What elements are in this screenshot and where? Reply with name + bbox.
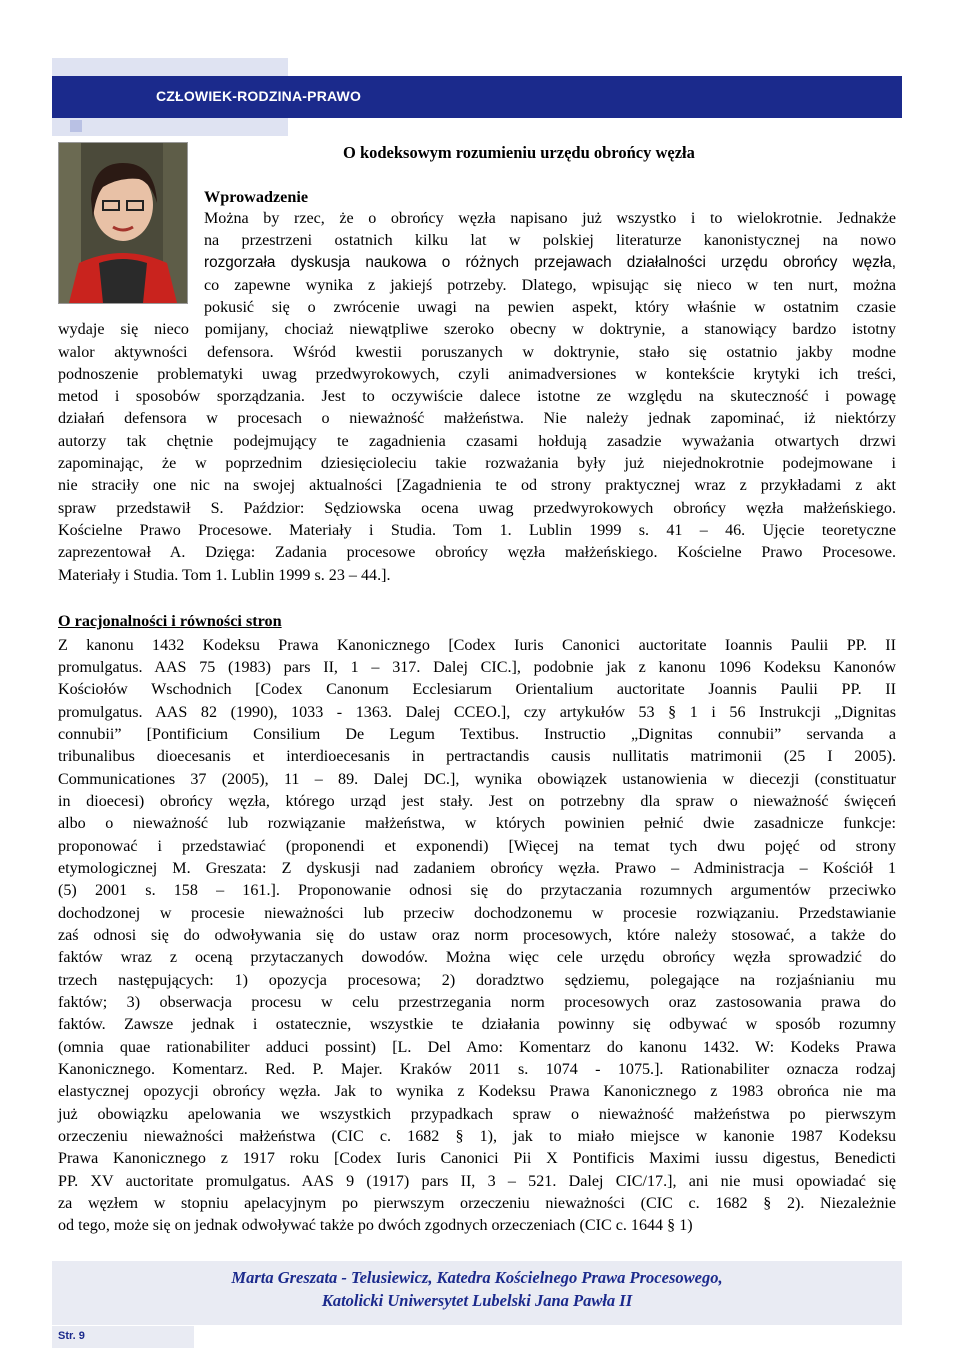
section2-line: faktów. Zawsze jednak i ostatecznie, wszystkie te działania powinny się odbywać w sposób rozumny [58,1016,896,1033]
section2-line: dochodzonej w procesie nieważności lub przeciw dochodzonemu w procesie rozwiązaniu. Przedstawianie [58,905,896,922]
intro-line: Materiały i Studia. Tom 1. Lublin 1999 s. 23 – 44.]. [58,567,391,584]
intro-line: nie straciły one nic na swojej aktualności [Zagadnienia te od strony praktycznej wraz z przykładami z akt [58,477,896,494]
section2-line: trzech następujących: 1) opozycja procesowa; 2) doradztwo sędziemu, polegające na rozjaśnianiu mu [58,972,896,989]
section2-line: in dioecesi) obrońcy węzła, którego urząd jest stały. Jest on potrzebny dla spraw o nieważność święceń [58,793,896,810]
section2-line: (omnia quae rationabiliter adduci possint) [L. Del Amo: Komentarz do kanonu 1432. W: Kodeks Prawa [58,1039,896,1056]
footer-affiliation: Katolicki Uniwersytet Lubelski Jana Pawła II [321,1291,633,1310]
page-number: Str. 9 [58,1330,85,1342]
intro-line: podnoszenie problematyki uwag przedwyrokowych, czyli animadversiones w kontekście krytyki ich treści, [58,366,896,383]
intro-line: metod i sposobów sporządzania. Jest to oczywiście dalece istotne ze względu na skuteczność i powagę [58,388,896,405]
section2-heading: O racjonalności i równości stron [58,612,282,630]
section2-line: (5) 2001 s. 158 – 161.]. Proponowanie odnosi się do przytaczania rozumnych argumentów przeciwko [58,882,896,899]
intro-line: Można by rzec, że o obrońcy węzła napisano już wszystko i to wielokrotnie. Jednakże [204,210,896,227]
footer-author: Marta Greszata - Telusiewicz, Katedra Kościelnego Prawa Procesowego, [231,1268,723,1287]
intro-line: zaprezentował A. Dzięga: Zadania procesowe obrońcy węzła małżeńskiego. Kościelne Prawo Procesowe. [58,544,896,561]
section2-line: orzeczeniu nieważności małżeństwa (CIC c. 1682 § 1), jak to miało miejsce w kanonie 1987 Kodeksu [58,1128,896,1145]
section2-line: faktów wraz z oceną przytaczanych dowodów. Można więc cele urzędu obrońcy węzła sprowadzić do [58,949,896,966]
section2-line: proponować i przedstawiać (proponendi et exponendi) [Więcej na temat tych dwu pojęć od strony [58,838,896,855]
intro-line: wydaje się nieco pomijany, chociaż niewątpliwe szeroko obecny w doktrynie, a stanowiący bardzo istotny [58,321,896,338]
section2-line: za węzłem w stopniu apelacyjnym po pierwszym orzeczeniu nieważności (CIC c. 1682 § 2). Niezależnie [58,1195,896,1212]
section-title: CZŁOWIEK-RODZINA-PRAWO [156,88,362,104]
section2-line: Communicationes 37 (2005), 11 – 89. Dalej DC.], wynika obowiązek ustanowienia w diecezji (constituatur [58,771,896,788]
intro-line: rozgorzała dyskusja naukowa o różnych przejawach działalności urzędu obrońcy węzła, [204,254,896,271]
section2-line: faktów; 3) obserwacja procesu w celu przestrzegania norm procesowych oraz zastosowania prawa do [58,994,896,1011]
section2-line: Prawa Kanonicznego z 1917 roku [Codex Iuris Canonici Pii X Pontificis Maximi iussu digestus, Benedicti [58,1150,896,1167]
intro-line: zapominając, że w poprzednim dziesięcioleciu takie rozważania były już niejednokrotnie podejmowane i [58,455,896,472]
article-title: O kodeksowym rozumieniu urzędu obrońcy węzła [343,143,695,162]
section2-line: Kościołów Wschodnich [Codex Canonum Ecclesiarum Orientalium auctoritate Joannis Paulii PP. II [58,681,896,698]
intro-line: pokusić się o zwrócenie uwagi na pewien aspekt, który właśnie w ostatnim czasie [204,299,896,316]
section2-line: Kanonicznego. Komentarz. Red. P. Majer. Kraków 2011 s. 1074 - 1075.]. Rationabiliter oznacza rodzaj [58,1061,896,1078]
intro-line: na przestrzeni ostatnich kilku lat w polskiej literaturze kanonistycznej na nowo [204,232,896,249]
section2-line: etymologicznej M. Greszata: Z dyskusji nad zadaniem obrońcy węzła. Prawo – Administracja – Kościół 1 [58,860,896,877]
section2-line: PP. XV auctoritate promulgatus. AAS 9 (1917) pars II, 3 – 521. Dalej CIC/17.], ani nie musi opowiadać się [58,1173,896,1190]
intro-heading: Wprowadzenie [204,188,309,206]
intro-line: walor aktywności defensora. Wśród kwestii poruszanych w doktrynie, stało się ostatnio jakby modne [58,344,896,361]
section2-line: tribunalibus dioecesanis et interdioecesanis in pertractandis causis nullitatis matrimonii (25 I 2005). [58,748,896,765]
intro-line: co zapewne wynika z jakiejś potrzeby. Dlatego, wpisując się nieco w ten nurt, można [204,277,896,294]
section2-line: elastycznej opozycji obrońcy węzła. Jak to wynika z Kodeksu Prawa Kanonicznego z 1983 obrońca nie ma [58,1083,896,1100]
section2-line: promulgatus. AAS 82 (1990), 1033 - 1363. Dalej CCEO.], czy artykułów 53 § 1 i 56 Instrukcji „Dignitas [58,704,896,721]
section2-line: connubii” [Pontificium Consilium De Legum Textibus. Instructio „Dignitas connubii” servanda a [58,726,896,743]
intro-line: Kościelne Prawo Procesowe. Materiały i Studia. Tom 1. Lublin 1999 s. 41 – 46. Ujęcie teoretyczne [58,522,896,539]
intro-line: działań defensora w procesach o nieważność małżeństwa. Nie należy jednak zapominać, iż niektórzy [58,410,896,427]
author-photo [58,142,188,304]
section2-line: albo o nieważność lub rozwiązanie małżeństwa, w których powinien pełnić dwie zasadnicze funkcje: [58,815,896,832]
decor-square [70,120,82,132]
section2-line: promulgatus. AAS 75 (1983) pars II, 1 – 317. Dalej CIC.], podobnie jak z kanonu 1096 Kodeksu Kanonów [58,659,896,676]
section2-line: od tego, może się on jednak odwoływać także po dwóch zgodnych orzeczeniach (CIC c. 1644 § 1) [58,1217,693,1234]
section2-line: zaś odnosi się do odwoływania się do ustaw oraz norm procesowych, które należy stosować, a także do [58,927,896,944]
section2-line: Z kanonu 1432 Kodeksu Prawa Kanonicznego [Codex Iuris Canonici auctoritate Ioannis Paulii PP. II [58,637,896,654]
section2-line: już obowiązku apelowania we wszystkich przypadkach spraw o nieważność małżeństwa po pierwszym [58,1106,896,1123]
intro-line: autorzy tak chętnie podejmujący te zagadnienia czasami hołdują zasadzie wyważania otwartych drzwi [58,433,896,450]
intro-line: spraw przedstawił S. Paździor: Sędziowska ocena uwag przedwyrokowych obrońcy węzła małżeńskiego. [58,500,896,517]
